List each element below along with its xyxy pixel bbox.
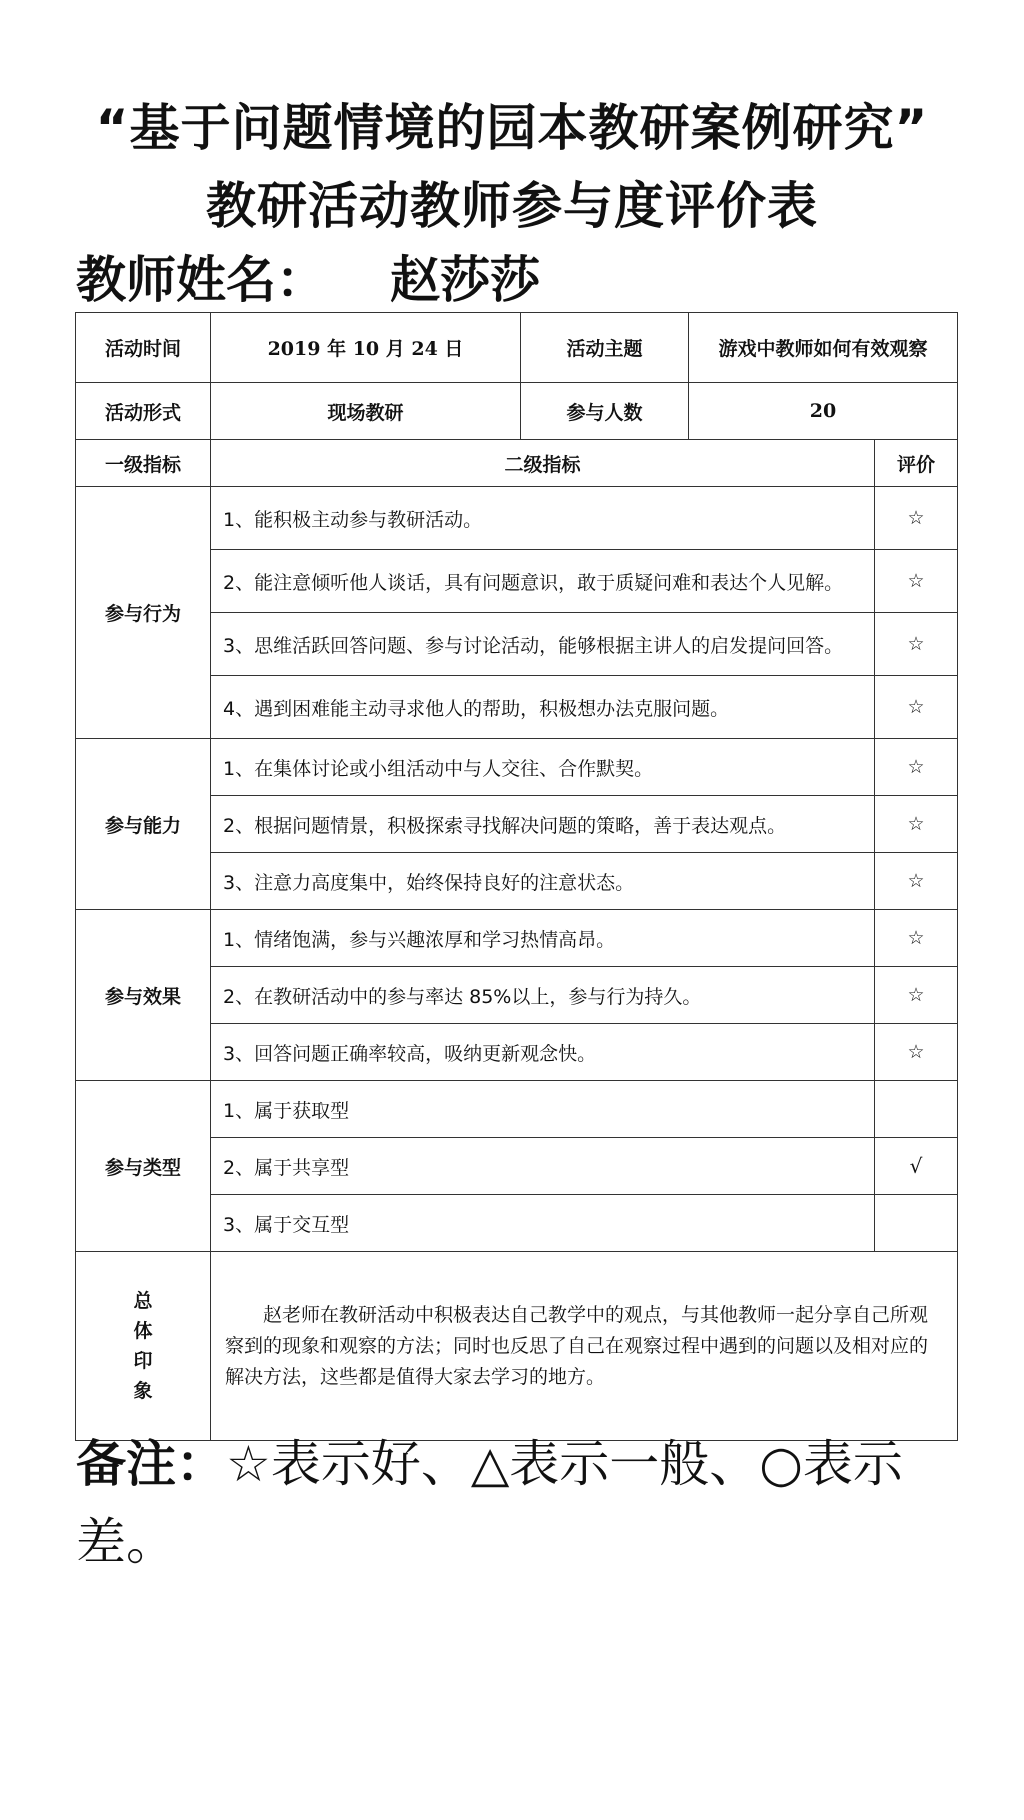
evaluation-table [75, 312, 958, 1441]
rating-mark: √ [875, 1138, 958, 1195]
rating-mark [875, 1081, 958, 1138]
column-rating: 评价 [875, 440, 958, 487]
indicator-text: 3、思维活跃回答问题、参与讨论活动，能够根据主讲人的启发提问回答。 [211, 613, 875, 676]
indicator-text: 2、根据问题情景，积极探索寻找解决问题的策略，善于表达观点。 [211, 796, 875, 853]
table-row [76, 739, 958, 796]
rating-mark [875, 1195, 958, 1252]
note [76, 1425, 956, 1581]
impression-label-char: 象 [133, 1380, 153, 1402]
table-row [76, 487, 958, 550]
rating-mark: ☆ [875, 910, 958, 967]
indicator-text: 3、回答问题正确率较高，吸纳更新观念快。 [211, 1024, 875, 1081]
header-row-form [76, 383, 958, 440]
teacher-label: 教师姓名： [76, 251, 326, 309]
time-label: 活动时间 [76, 313, 211, 383]
impression-label-char: 体 [133, 1320, 153, 1342]
indicator-text: 1、在集体讨论或小组活动中与人交往、合作默契。 [211, 739, 875, 796]
impression-label-char: 印 [133, 1350, 153, 1372]
group-label-type: 参与类型 [76, 1081, 211, 1252]
impression-row [76, 1252, 958, 1441]
table-row [76, 1081, 958, 1138]
indicator-text: 3、注意力高度集中，始终保持良好的注意状态。 [211, 853, 875, 910]
note-label: 备注： [76, 1435, 226, 1493]
indicator-text: 2、能注意倾听他人谈话，具有问题意识，敢于质疑问难和表达个人见解。 [211, 550, 875, 613]
form-label: 活动形式 [76, 383, 211, 440]
indicator-text: 1、属于获取型 [211, 1081, 875, 1138]
rating-mark: ☆ [875, 487, 958, 550]
note-text: ☆表示好、△表示一般、○表示差。 [76, 1435, 903, 1571]
title-line-1: “基于问题情境的园本教研案例研究” [95, 99, 929, 157]
indicator-text: 3、属于交互型 [211, 1195, 875, 1252]
column-level2: 二级指标 [211, 440, 875, 487]
rating-mark: ☆ [875, 739, 958, 796]
impression-label [76, 1252, 211, 1441]
indicator-text: 1、情绪饱满，参与兴趣浓厚和学习热情高昂。 [211, 910, 875, 967]
group-label-ability: 参与能力 [76, 739, 211, 910]
impression-label-char: 总 [133, 1290, 153, 1312]
impression-text: 赵老师在教研活动中积极表达自己教学中的观点，与其他教师一起分享自己所观察到的现象和观察的方法；同时也反思了自己在观察过程中遇到的问题以及相对应的解决方法，这些都是值得大家去学习的地方。 [211, 1252, 958, 1441]
rating-mark: ☆ [875, 613, 958, 676]
indicator-text: 2、属于共享型 [211, 1138, 875, 1195]
group-label-effect: 参与效果 [76, 910, 211, 1081]
column-level1: 一级指标 [76, 440, 211, 487]
rating-mark: ☆ [875, 1024, 958, 1081]
title-line-2: 教研活动教师参与度评价表 [206, 177, 818, 235]
column-header-row [76, 440, 958, 487]
indicator-text: 1、能积极主动参与教研活动。 [211, 487, 875, 550]
count-label: 参与人数 [521, 383, 689, 440]
teacher-row [76, 240, 540, 312]
theme-label: 活动主题 [521, 313, 689, 383]
indicator-text: 4、遇到困难能主动寻求他人的帮助，积极想办法克服问题。 [211, 676, 875, 739]
rating-mark: ☆ [875, 853, 958, 910]
rating-mark: ☆ [875, 796, 958, 853]
time-value: 2019 年 10 月 24 日 [211, 313, 521, 383]
teacher-name: 赵莎莎 [390, 251, 540, 309]
count-value: 20 [689, 383, 958, 440]
form-value: 现场教研 [211, 383, 521, 440]
rating-mark: ☆ [875, 550, 958, 613]
theme-value: 游戏中教师如何有效观察 [689, 313, 958, 383]
rating-mark: ☆ [875, 676, 958, 739]
table-row [76, 910, 958, 967]
header-row-time [76, 313, 958, 383]
indicator-text: 2、在教研活动中的参与率达 85%以上，参与行为持久。 [211, 967, 875, 1024]
rating-mark: ☆ [875, 967, 958, 1024]
group-label-behavior: 参与行为 [76, 487, 211, 739]
